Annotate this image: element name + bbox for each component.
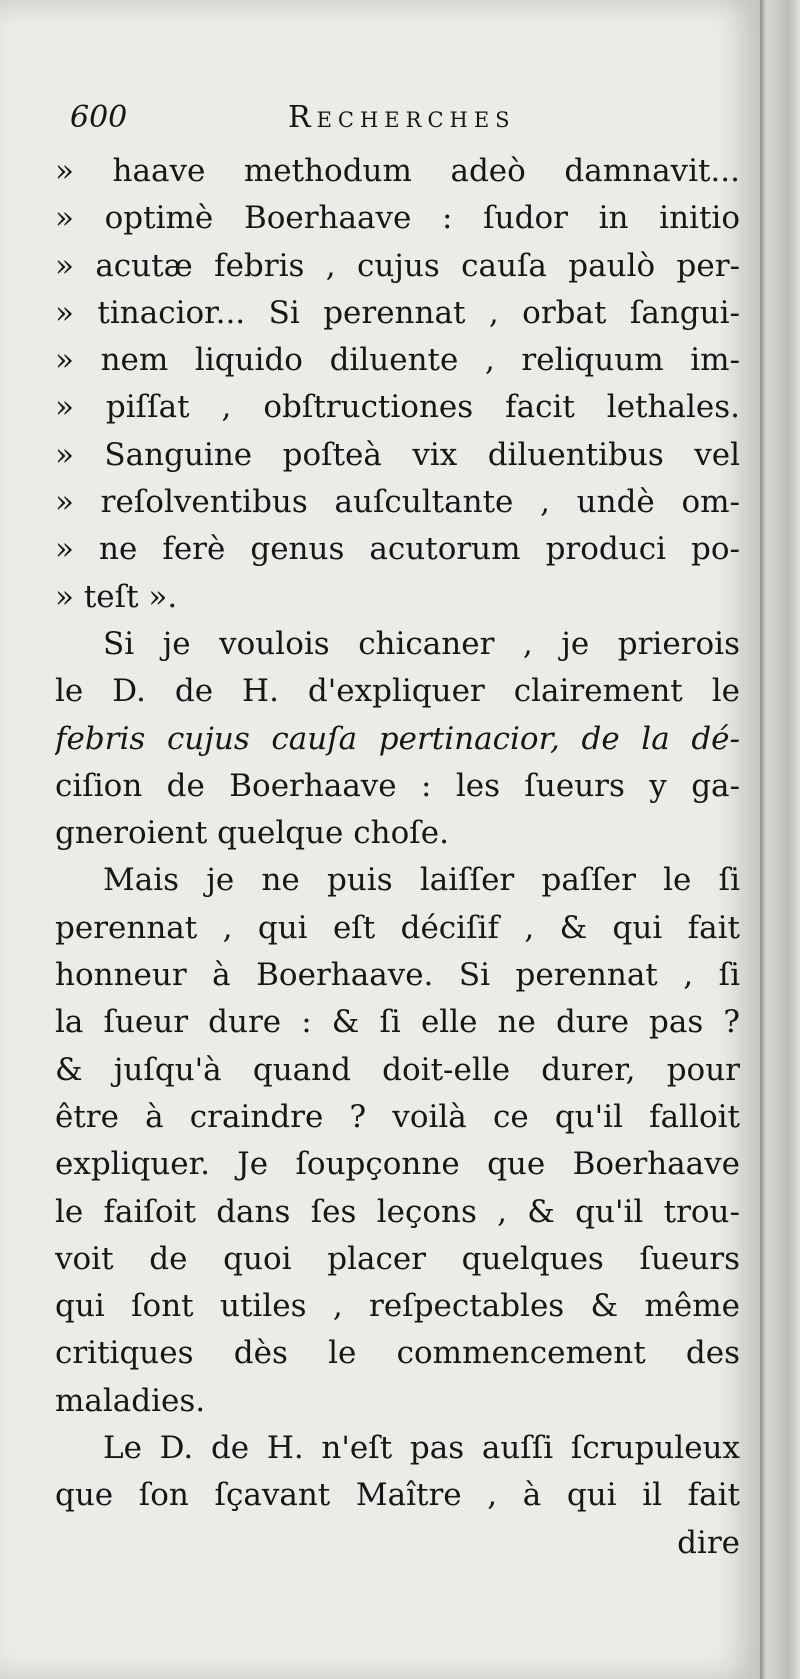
text-line: le D. de H. d'expliquer clairement le — [55, 673, 740, 710]
text-line: & juſqu'à quand doit-elle durer, pour — [55, 1051, 740, 1088]
text-line: Le D. de H. n'eſt pas auſſi ſcrupuleux — [103, 1430, 740, 1467]
text-line: ciſion de Boerhaave : les ſueurs y ga- — [55, 767, 740, 804]
text-line: que ſon ſçavant Maître , à qui il fait — [55, 1477, 740, 1514]
text-line: » reſolventibus auſcultante , undè om- — [55, 484, 740, 521]
page-number: 600 — [70, 100, 128, 135]
page-header — [70, 100, 710, 140]
text-line: expliquer. Je ſoupçonne que Boerhaave — [55, 1146, 740, 1183]
text-line: le faiſoit dans ſes leçons , & qu'il trou- — [55, 1193, 740, 1230]
text-line: » piſſat , obſtructiones facit lethales. — [55, 389, 740, 426]
text-line: la ſueur dure : & ſi elle ne dure pas ? — [55, 1004, 740, 1041]
running-head: Recherches — [288, 100, 516, 135]
latin-quote: febris cujus cauſa pertinacior, de la dé- — [55, 720, 740, 757]
text-line: être à craindre ? voilà ce qu'il falloit — [55, 1098, 740, 1135]
catchword: dire — [677, 1524, 740, 1561]
text-line: Si je voulois chicaner , je prierois — [103, 625, 740, 662]
text-line: » nem liquido diluente , reliquum im- — [55, 342, 740, 379]
body-text — [55, 148, 740, 1567]
text-line: » optimè Boerhaave : ſudor in initio — [55, 200, 740, 237]
text-line: gneroient quelque choſe. — [55, 815, 449, 852]
text-line: maladies. — [55, 1382, 206, 1419]
text-line: » acutæ febris , cujus cauſa paulò per- — [55, 247, 740, 284]
text-line: » teſt ». — [55, 578, 178, 615]
text-line: » tinacior... Si perennat , orbat ſangui- — [55, 294, 740, 331]
text-line: critiques dès le commencement des — [55, 1335, 740, 1372]
text-line: » ne ferè genus acutorum produci po- — [55, 531, 740, 568]
text-line: voit de quoi placer quelques ſueurs — [55, 1240, 740, 1277]
text-line: qui ſont utiles , reſpectables & même — [55, 1288, 740, 1325]
text-line: » Sanguine poſteà vix diluentibus vel — [55, 436, 740, 473]
text-line-italic-phrase — [55, 716, 740, 763]
text-line: perennat , qui eſt déciſif , & qui fait — [55, 909, 740, 946]
text-line: » haave methodum adeò damnavit... — [55, 153, 740, 189]
text-line: Mais je ne puis laiſſer paſſer le ſi — [103, 862, 740, 899]
text-line: honneur à Boerhaave. Si perennat , ſi — [55, 957, 740, 994]
gutter-shadow — [760, 0, 766, 1679]
page-edge — [760, 0, 800, 1679]
